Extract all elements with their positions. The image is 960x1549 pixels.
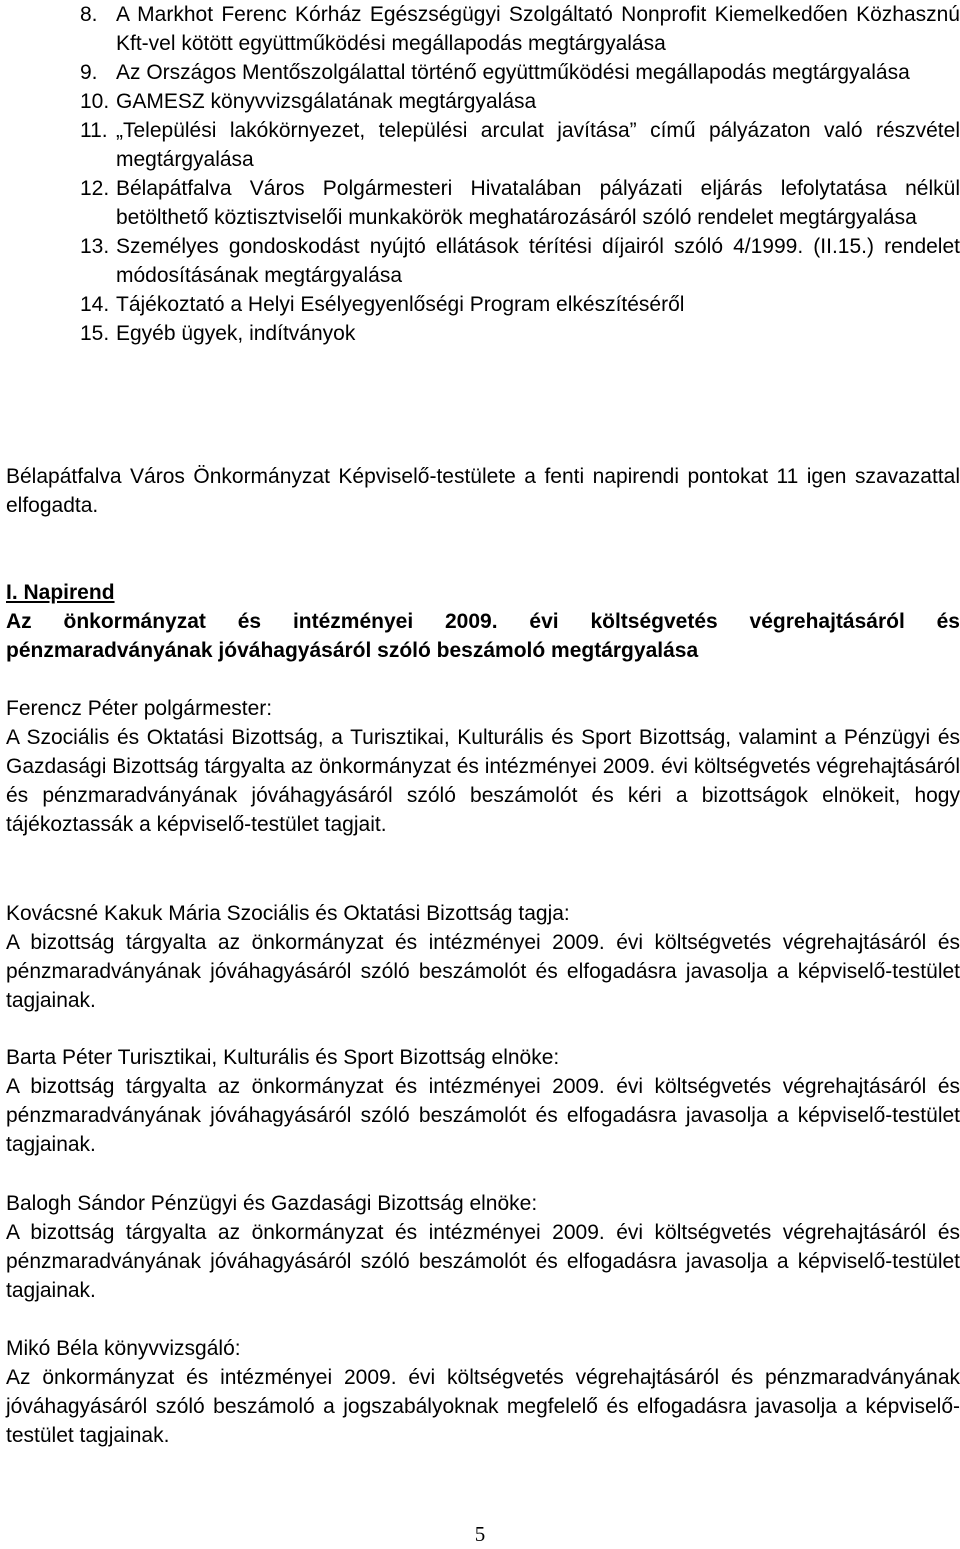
agenda-item-number: 10. [80,90,110,113]
agenda-item-number: 8. [80,3,98,26]
agenda-item-text: Egyéb ügyek, indítványok [116,322,356,345]
agenda-item-number: 15. [80,322,110,345]
agenda-item-number: 11. [80,119,108,142]
speaker-name: Ferencz Péter polgármester: [6,697,273,720]
speech-block [6,899,960,1015]
agenda-list [80,0,960,348]
agenda-item [80,87,960,116]
speech-text: A bizottság tárgyalta az önkormányzat és intézményei 2009. évi költségvetés végrehajtásáról és pénzmaradványának jóváhagyásáról szóló beszámolót és elfogadásra javasolja a képviselő-testület tagjainak. [6,1075,960,1156]
napirend-title: Az önkormányzat és intézményei 2009. évi költségvetés végrehajtásáról és pénzmaradványának jóváhagyásáról szóló beszámoló megtárgyalása [6,610,960,662]
agenda-item-text: A Markhot Ferenc Kórház Egészségügyi Szolgáltató Nonprofit Kiemelkedően Közhasznú Kft-vel kötött együttműködési megállapodás megtárgyalása [116,3,960,55]
agenda-item-number: 14. [80,293,110,316]
speaker-name: Mikó Béla könyvvizsgáló: [6,1337,241,1360]
speaker-name: Balogh Sándor Pénzügyi és Gazdasági Bizottság elnöke: [6,1192,538,1215]
page-number: 5 [474,1522,486,1546]
agenda-item [80,319,960,348]
agenda-item-text: Tájékoztató a Helyi Esélyegyenlőségi Program elkészítéséről [116,293,685,316]
agenda-item [80,232,960,290]
agenda-item-number: 12. [80,177,110,200]
speech-block [6,694,960,839]
agenda-item-text: Bélapátfalva Város Polgármesteri Hivatalában pályázati eljárás lefolytatása nélkül betölthető köztisztviselői munkakörök meghatározásáról szóló rendelet megtárgyalása [116,177,960,229]
napirend-label: I. Napirend [6,581,115,604]
agenda-item [80,290,960,319]
speech-block [6,1334,960,1450]
agenda-item-text: Személyes gondoskodást nyújtó ellátások térítési díjairól szóló 4/1999. (II.15.) rendelet módosításának megtárgyalása [116,235,960,287]
agenda-item-text: „Települési lakókörnyezet, települési arculat javítása” című pályázaton való részvétel megtárgyalása [116,119,960,171]
agenda-item [80,58,960,87]
napirend-section [6,578,960,665]
speaker-name: Kovácsné Kakuk Mária Szociális és Oktatási Bizottság tagja: [6,902,570,925]
agenda-item [80,116,960,174]
speech-text: A bizottság tárgyalta az önkormányzat és intézményei 2009. évi költségvetés végrehajtásáról és pénzmaradványának jóváhagyásáról szóló beszámolót és elfogadásra javasolja a képviselő-testület tagjainak. [6,931,960,1012]
approval-paragraph [6,462,960,520]
agenda-item-number: 13. [80,235,110,258]
approval-text: Bélapátfalva Város Önkormányzat Képviselő-testülete a fenti napirendi pontokat 11 igen szavazattal elfogadta. [6,465,960,517]
agenda-item [80,0,960,58]
speech-text: Az önkormányzat és intézményei 2009. évi költségvetés végrehajtásáról és pénzmaradványának jóváhagyásáról szóló beszámoló a jogszabályoknak megfelelő és elfogadásra javasolja a képviselő-testület tagjainak. [6,1366,960,1447]
agenda-item-number: 9. [80,61,98,84]
agenda-item [80,174,960,232]
speech-text: A Szociális és Oktatási Bizottság, a Turisztikai, Kulturális és Sport Bizottság, valamint a Pénzügyi és Gazdasági Bizottság tárgyalta az önkormányzat és intézményei 2009. évi költségvetés végrehajtásáról és pénzmaradványának jóváhagyásáról szóló beszámolót és kéri a bizottságok elnökeit, hogy tájékoztassák a képviselő-testület tagjait. [6,726,960,836]
agenda-item-text: Az Országos Mentőszolgálattal történő együttműködési megállapodás megtárgyalása [116,61,910,84]
speech-text: A bizottság tárgyalta az önkormányzat és intézményei 2009. évi költségvetés végrehajtásáról és pénzmaradványának jóváhagyásáról szóló beszámolót és elfogadásra javasolja a képviselő-testület tagjainak. [6,1221,960,1302]
speaker-name: Barta Péter Turisztikai, Kulturális és Sport Bizottság elnöke: [6,1046,560,1069]
speech-block [6,1189,960,1305]
speech-block [6,1043,960,1159]
agenda-item-text: GAMESZ könyvvizsgálatának megtárgyalása [116,90,537,113]
